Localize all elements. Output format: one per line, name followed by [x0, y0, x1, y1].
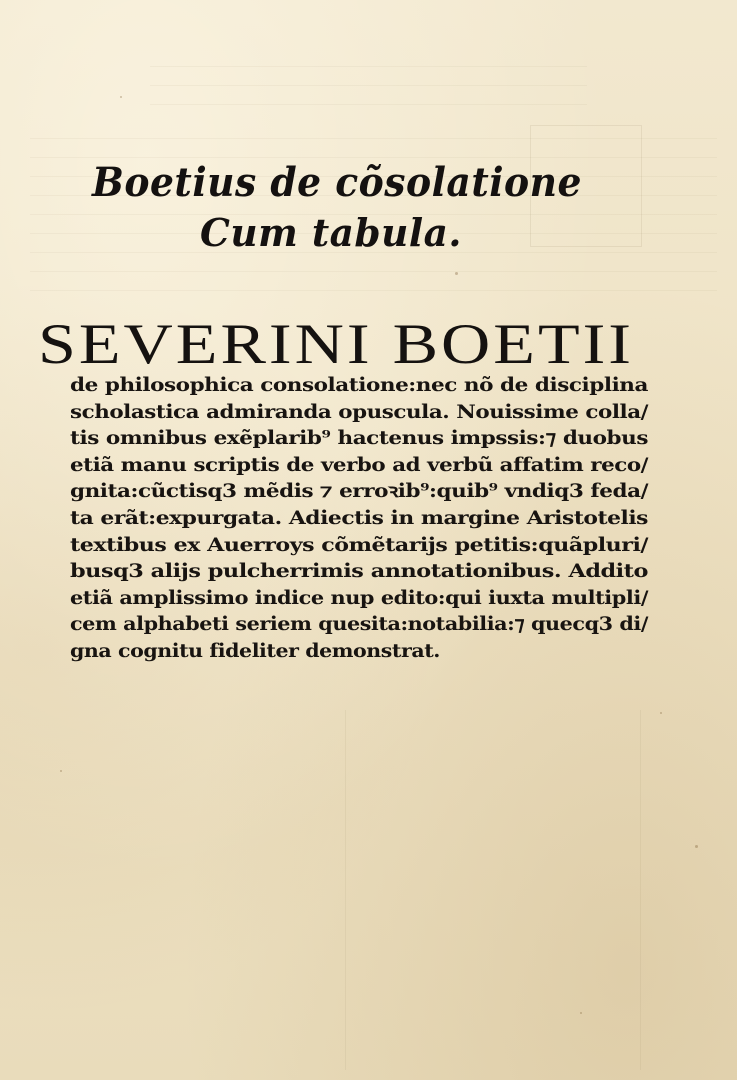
- body-line: etiã manu scriptis de verbo ad verbũ affatim reco/: [70, 453, 648, 476]
- body-line: ta erãt:expurgata. Adiectis in margine Aristotelis: [70, 506, 648, 529]
- body-line: busq3 alijs pulcherrimis annotationibus. Addito: [70, 560, 648, 583]
- show-through-rule: [640, 710, 641, 1070]
- author-heading: SEVERINI BOETII: [38, 313, 634, 376]
- body-line: cem alphabeti seriem quesita:notabilia:⁊ quecq3 di/: [70, 613, 648, 636]
- body-line: gna cognitu fideliter demonstrat.: [70, 639, 440, 662]
- show-through-text: [150, 48, 587, 105]
- body-line: tis omnibus exẽplarib⁹ hactenus impssis:⁊ duobus: [70, 427, 648, 450]
- title-description: [70, 372, 660, 665]
- show-through-rule: [345, 710, 346, 1070]
- title-line-2: Cum tabula.: [200, 210, 462, 255]
- body-line: etiã amplissimo indice nup edito:qui iuxta multipli/: [70, 586, 649, 609]
- body-line: textibus ex Auerroys cõmẽtarijs petitis:quãpluri/: [70, 533, 648, 556]
- body-line: de philosophica consolatione:nec nõ de disciplina: [70, 374, 648, 396]
- title-line-1: Boetius de cõsolatione: [92, 158, 582, 206]
- body-line: gnita:cũctisq3 mẽdis ⁊ erroꝛib⁹:quib⁹ vndiq3 feda/: [70, 480, 648, 503]
- body-line: scholastica admiranda opuscula. Nouissime colla/: [70, 400, 648, 423]
